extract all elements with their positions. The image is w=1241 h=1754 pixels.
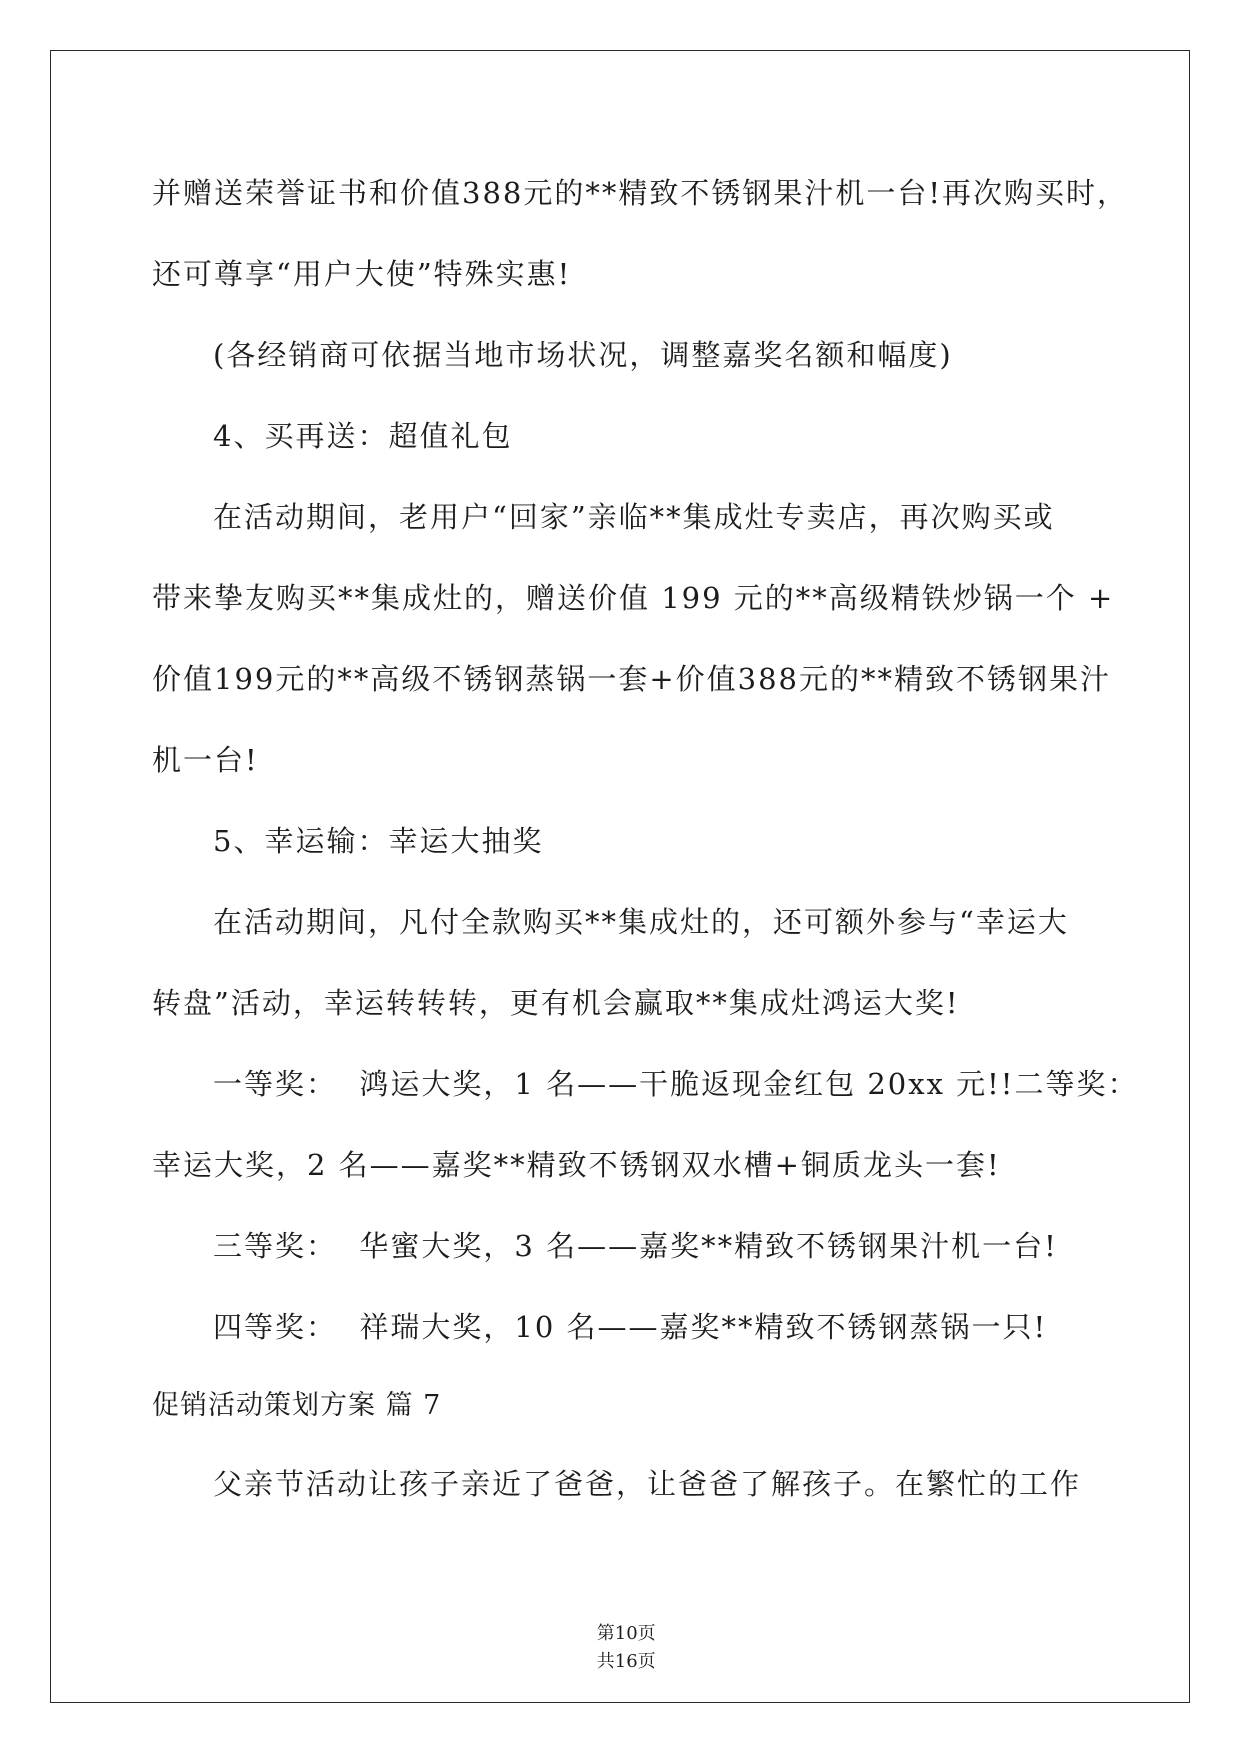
paragraph-line: 并赠送荣誉证书和价值388元的**精致不锈钢果汁机一台!再次购买时， [152, 176, 1129, 210]
page-footer [0, 1592, 1241, 1676]
paragraph-line: 在活动期间，老用户“回家”亲临**集成灶专卖店，再次购买或 [213, 500, 1055, 534]
paragraph-line: 在活动期间，凡付全款购买**集成灶的，还可额外参与“幸运大 [213, 905, 1069, 939]
paragraph-line: 带来挚友购买**集成灶的，赠送价值 199 元的**高级精铁炒锅一个 + [152, 581, 1115, 615]
paragraph-line: 还可尊享“用户大使”特殊实惠! [152, 257, 572, 291]
paragraph-line: 价值199元的**高级不锈钢蒸锅一套+价值388元的**精致不锈钢果汁 [152, 662, 1112, 696]
prize-line: 一等奖： 鸿运大奖，1 名——干脆返现金红包 20xx 元!!二等奖： [213, 1067, 1139, 1101]
paragraph-line: (各经销商可依据当地市场状况，调整嘉奖名额和幅度) [213, 338, 953, 372]
subsection-title: 4、买再送：超值礼包 [213, 419, 513, 453]
paragraph-line: 父亲节活动让孩子亲近了爸爸，让爸爸了解孩子。在繁忙的工作 [213, 1467, 1082, 1501]
paragraph-line: 转盘”活动，幸运转转转，更有机会赢取**集成灶鸿运大奖! [152, 986, 960, 1020]
prize-line: 四等奖： 祥瑞大奖，10 名——嘉奖**精致不锈钢蒸锅一只! [213, 1310, 1048, 1344]
section-heading: 促销活动策划方案 篇 7 [152, 1390, 442, 1421]
document-body [152, 153, 1162, 1525]
prize-line: 三等奖： 华蜜大奖，3 名——嘉奖**精致不锈钢果汁机一台! [213, 1229, 1058, 1263]
subsection-title: 5、幸运输：幸运大抽奖 [213, 824, 544, 858]
paragraph-line: 机一台! [152, 743, 259, 777]
prize-line: 幸运大奖，2 名——嘉奖**精致不锈钢双水槽+铜质龙头一套! [152, 1148, 1001, 1182]
page-total: 共16页 [596, 1651, 656, 1672]
page-number: 第10页 [596, 1623, 656, 1644]
